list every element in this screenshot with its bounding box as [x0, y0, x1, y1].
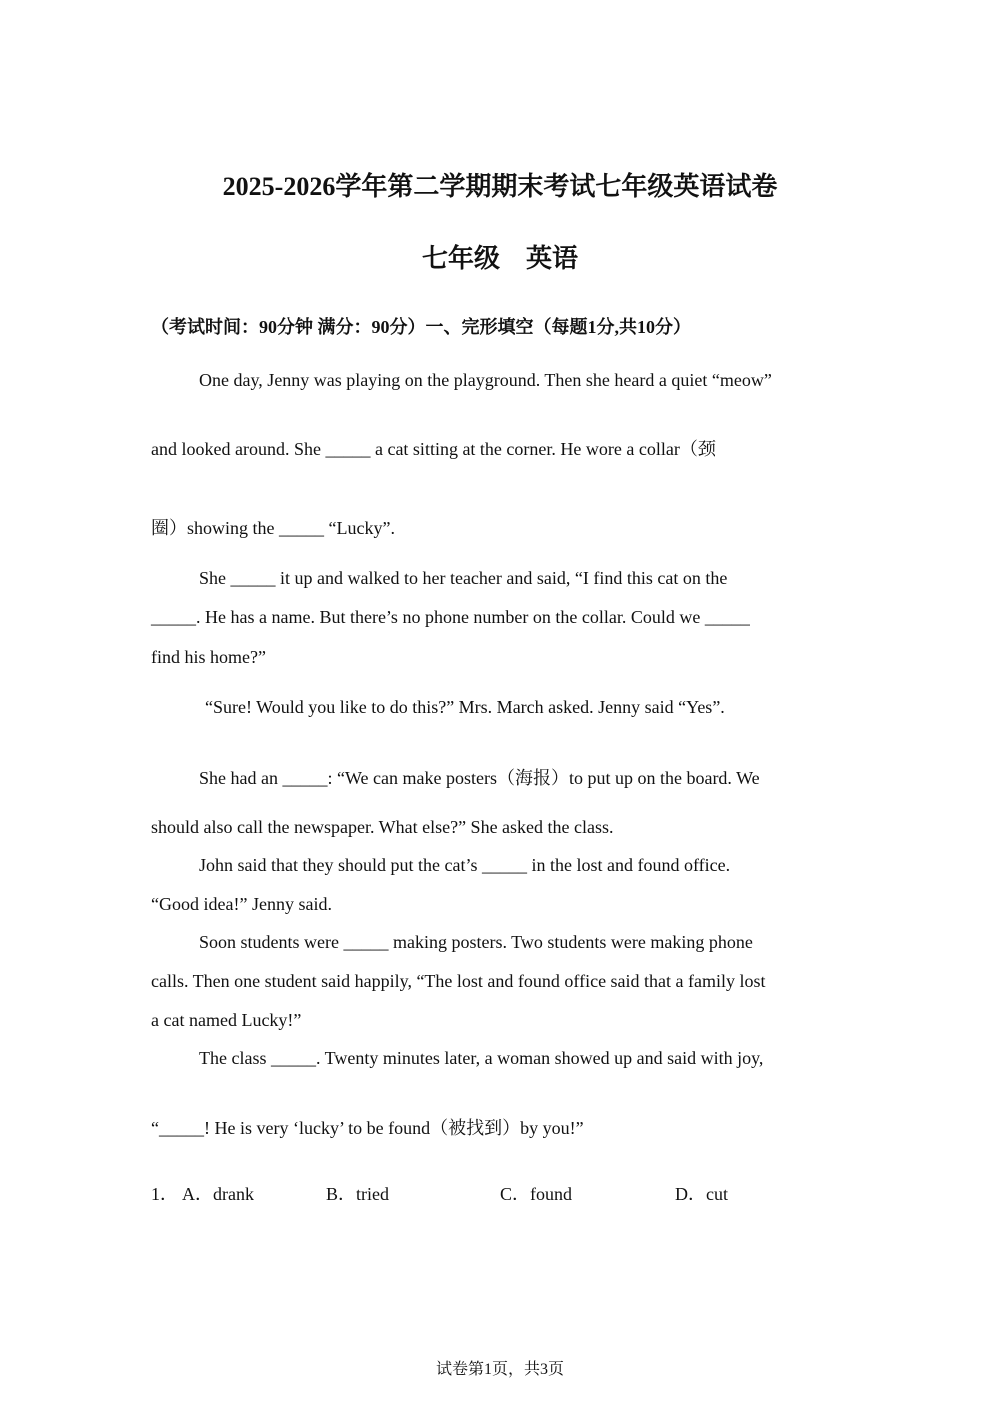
- passage-line: calls. Then one student said happily, “The lost and found office said that a family lost: [151, 971, 766, 991]
- passage-line: She had an _____: “We can make posters（海报）to put up on the board. We: [199, 768, 760, 788]
- option-d: D．cut: [675, 1184, 728, 1204]
- passage-line: and looked around. She _____ a cat sitting at the corner. He wore a collar（颈: [151, 439, 716, 459]
- passage-line: One day, Jenny was playing on the playground. Then she heard a quiet “meow”: [199, 370, 772, 390]
- option-a: A．drank: [182, 1184, 254, 1204]
- passage-line: Soon students were _____ making posters. Two students were making phone: [199, 932, 753, 952]
- passage-line: She _____ it up and walked to her teacher and said, “I find this cat on the: [199, 568, 728, 588]
- exam-title: 2025-2026学年第二学期期末考试七年级英语试卷: [222, 172, 778, 201]
- section-header: （考试时间：90分钟 满分：90分）一、完形填空（每题1分,共10分）: [151, 317, 691, 337]
- passage-line: should also call the newspaper. What else?” She asked the class.: [151, 817, 614, 837]
- passage-line: “_____! He is very ‘lucky’ to be found（被找到）by you!”: [151, 1118, 584, 1138]
- passage-line: 圈）showing the _____ “Lucky”.: [151, 518, 395, 538]
- passage-line: find his home?”: [151, 647, 266, 667]
- passage-line: “Good idea!” Jenny said.: [151, 894, 332, 914]
- passage-line: The class _____. Twenty minutes later, a woman showed up and said with joy,: [199, 1048, 764, 1068]
- passage-line: a cat named Lucky!”: [151, 1010, 302, 1030]
- passage-line: John said that they should put the cat’s _____ in the lost and found office.: [199, 855, 731, 875]
- exam-subtitle: 七年级 英语: [421, 244, 578, 273]
- question-number: 1．: [151, 1184, 178, 1204]
- passage-line: _____. He has a name. But there’s no phone number on the collar. Could we _____: [151, 607, 750, 627]
- question-1-options: [151, 1180, 851, 1206]
- page-footer: 试卷第1页，共3页: [435, 1361, 564, 1378]
- passage-line: “Sure! Would you like to do this?” Mrs. March asked. Jenny said “Yes”.: [205, 697, 725, 717]
- option-b: B．tried: [326, 1184, 389, 1204]
- option-c: C．found: [500, 1184, 572, 1204]
